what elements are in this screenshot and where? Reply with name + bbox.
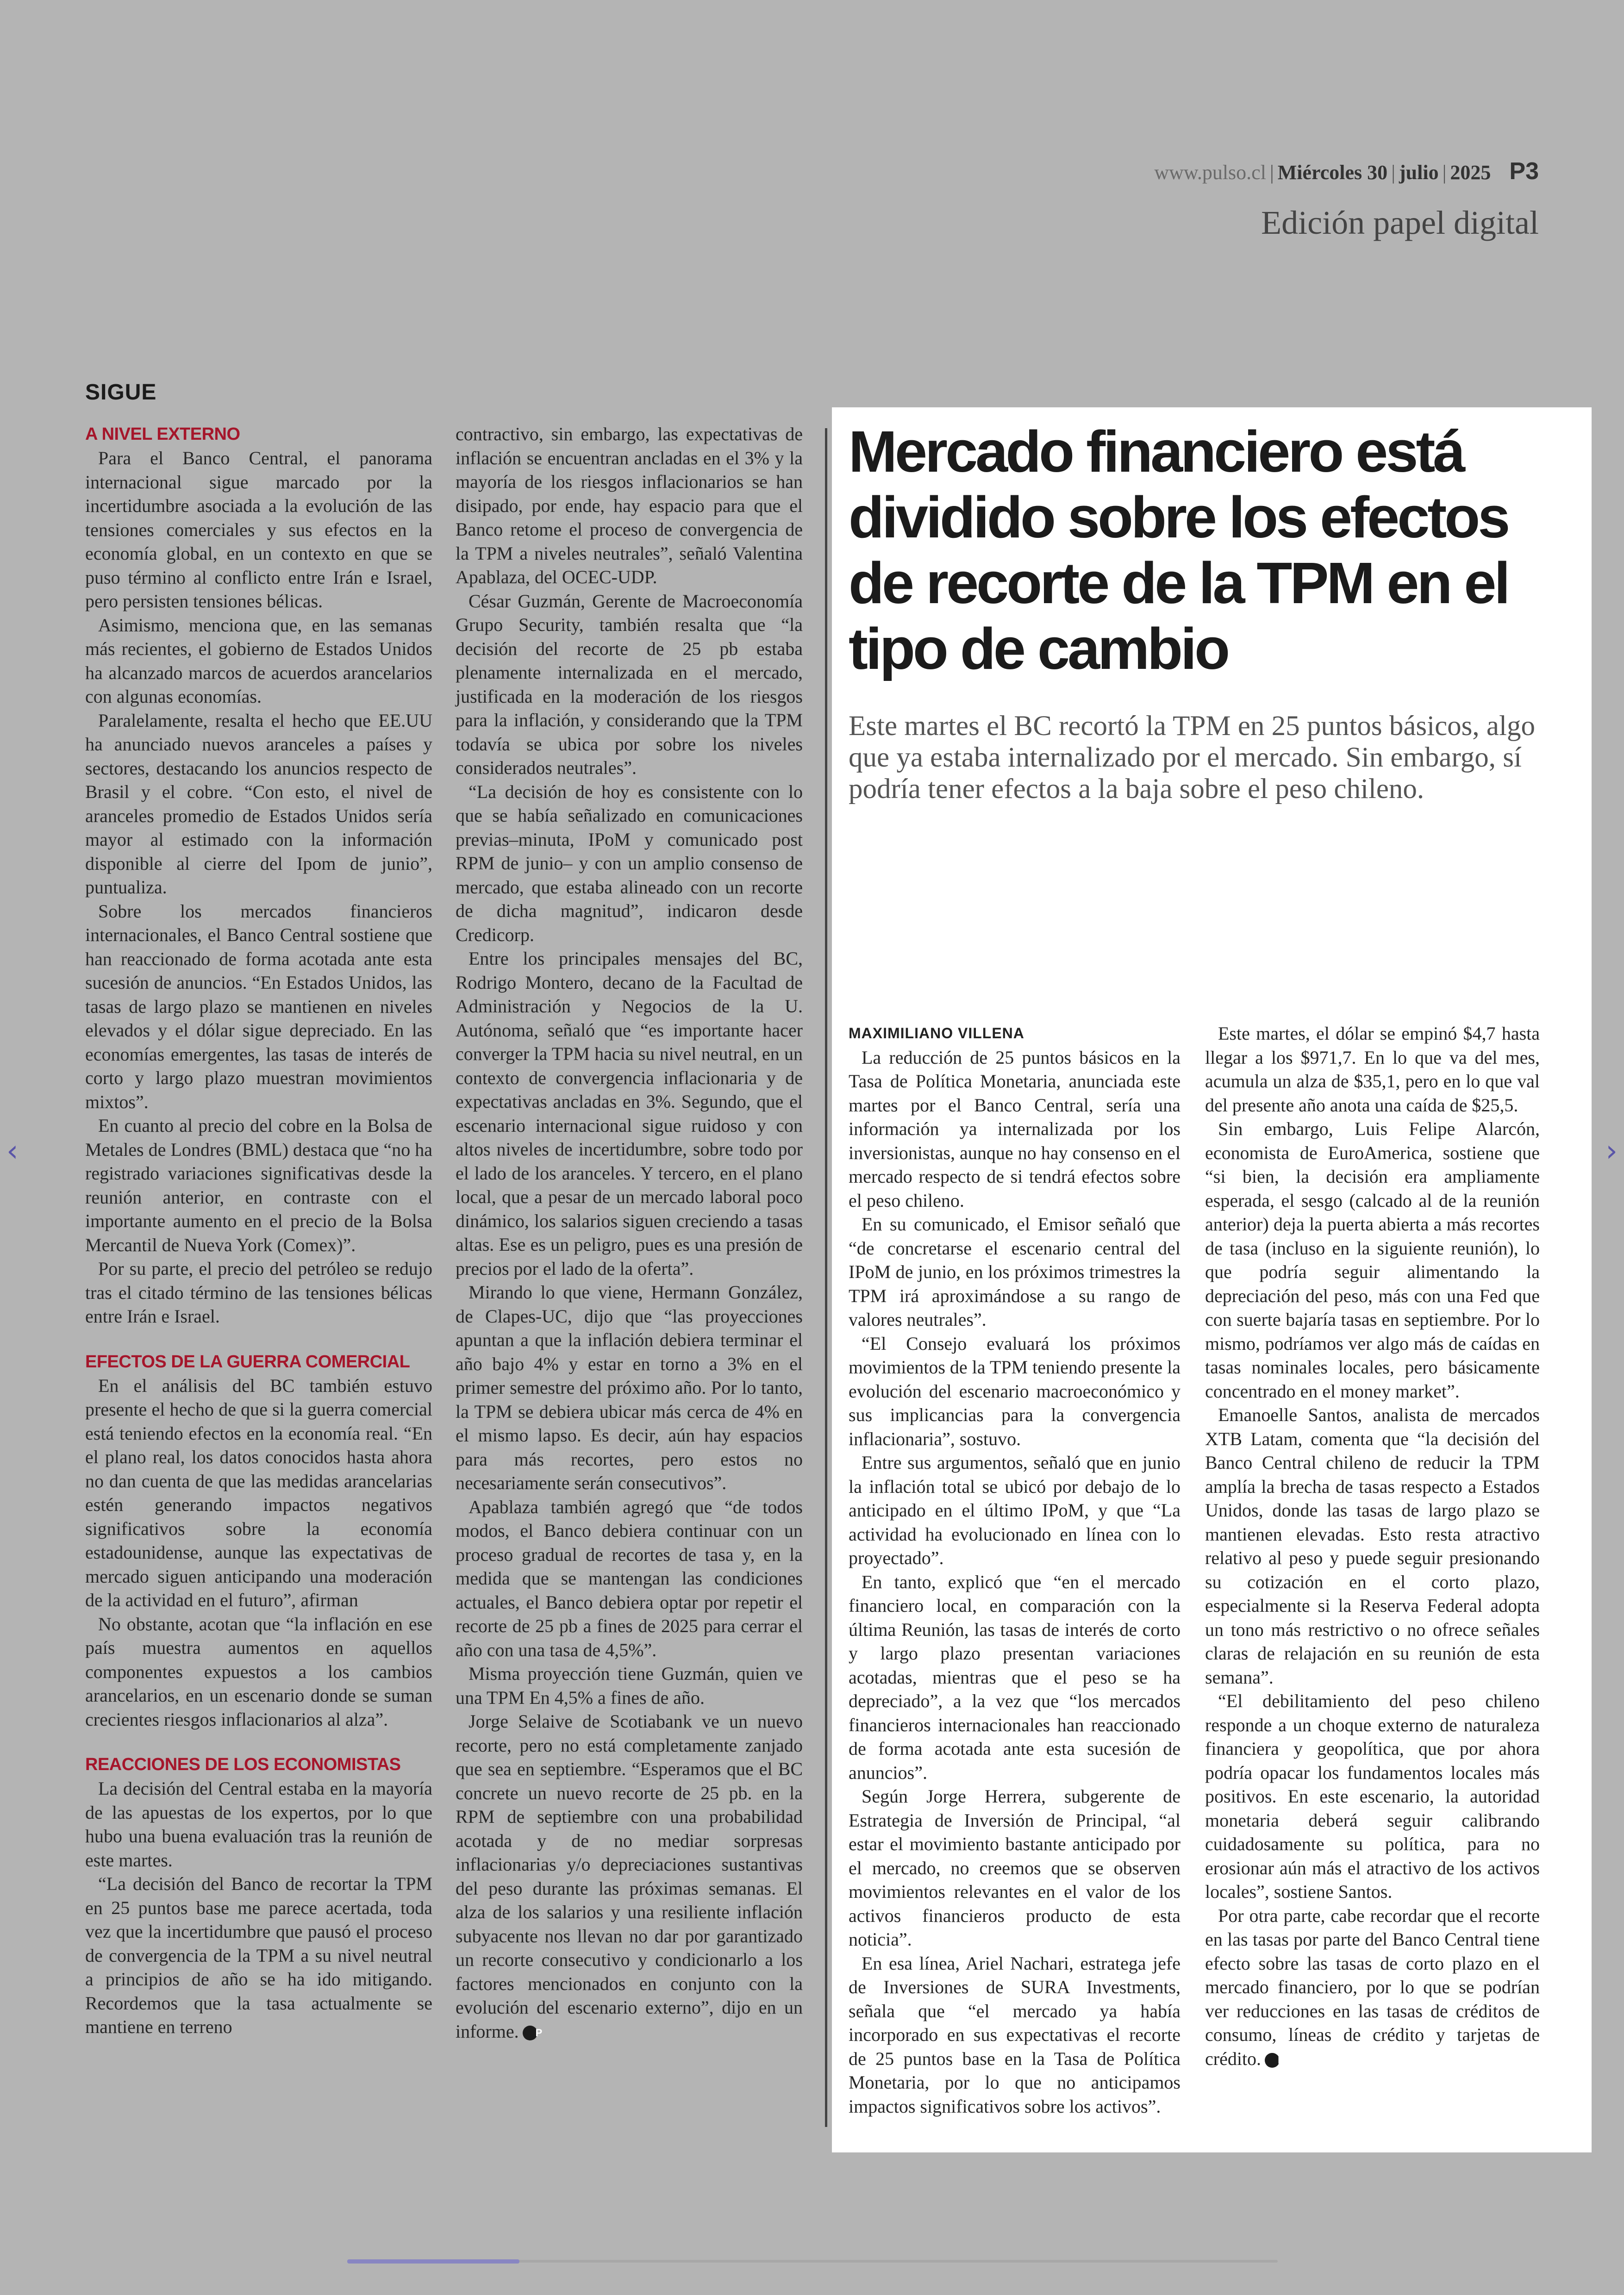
paragraph: En tanto, explicó que “en el mercado financiero local, en comparación con la última Reunión, las tasas de interés de corto y largo plazo presentan variaciones acotadas, mientras que el peso se ha depreciado”, a la vez que “los mercados financieros internacionales han reaccionado de forma acotada ante esta sucesión de anuncios”. xyxy=(849,1571,1181,1783)
paragraph: Por su parte, el precio del petróleo se redujo tras el citado término de las tensiones bélicas entre Irán e Israel. xyxy=(85,1258,432,1327)
date-month: julio xyxy=(1399,161,1439,184)
date-day: Miércoles 30 xyxy=(1277,161,1388,184)
paragraph: Sobre los mercados financieros internacionales, el Banco Central sostiene que han reaccionado de forma acotada ante esta sucesión de anuncios. “En Estados Unidos, las tasas de largo plazo se mantienen en niveles elevados y el dólar sigue depreciado. En las economías emergentes, las tasas de interés de corto y largo plazo muestran movimientos mixtos”. xyxy=(85,900,432,1112)
paragraph: Mirando lo que viene, Hermann González, de Clapes-UC, dijo que “las proyecciones apuntan a que la inflación debiera terminar el año bajo 4% y estar en torno a 3% en el primer semestre del próximo año. Por lo tanto, la TPM se debiera ubicar más cerca de 4% en el mismo lapso. Es decir, aún hay espacios para más recortes, pero estos no necesariamente serán consecutivos”. xyxy=(456,1282,803,1493)
paragraph: contractivo, sin embargo, las expectativas de inflación se encuentran ancladas en el 3% y la mayoría de los riesgos inflacionarios se han disipado, por ende, hay espacio para que el Banco retome el proceso de convergencia de la TPM a niveles neutrales”, señaló Valentina Apablaza, del OCEC-UDP. xyxy=(456,424,803,587)
subsection-heading: EFECTOS DE LA GUERRA COMERCIAL xyxy=(85,1352,410,1372)
article-author: MAXIMILIANO VILLENA xyxy=(849,1025,1024,1041)
paragraph: No obstante, acotan que “la inflación en ese país muestra aumentos en aquellos componentes expuestos a los cambios arancelarios, en un escenario donde se suman crecientes riesgos inflacionarios al alza”. xyxy=(85,1613,432,1730)
paragraph: En el análisis del BC también estuvo presente el hecho de que si la guerra comercial está teniendo efectos en la economía real. “En el plano real, los datos conocidos hasta ahora no dan cuenta de que las medidas arancelarias estén generando impactos negativos significativos sobre la economía estadounidense, aunque las expectativas de mercado siguen anticipando una moderación de la actividad en el futuro”, afirman xyxy=(85,1375,432,1610)
paragraph: Este martes, el dólar se empinó $4,7 hasta llegar a los $971,7. En lo que va del mes, acumula un alza de $35,1, pero en lo que val del presente año anota una caída de $25,5. xyxy=(1205,1023,1540,1116)
masthead: www.pulso.cl | Miércoles 30 | julio | 2025 P3 xyxy=(1154,158,1539,185)
paragraph: “La decisión del Banco de recortar la TPM en 25 puntos base me parece acertada, toda vez que la incertidumbre que pausó el proceso de convergencia de la TPM a su nivel neutral a principios de año se ha ido mitigando. Recordemos que la tasa actualmente se mantiene en terreno xyxy=(85,1873,432,2037)
end-mark-icon: P xyxy=(1265,2053,1280,2068)
section-label: SIGUE xyxy=(85,380,157,405)
page-number: P3 xyxy=(1509,158,1539,185)
paragraph: Sin embargo, Luis Felipe Alarcón, economista de EuroAmerica, sostiene que “si bien, la decisión era ampliamente esperada, el sesgo (calcado al de la reunión anterior) deja la puerta abierta a más recortes de tasa (incluso en la siguiente reunión), lo que podría seguir alimentando la depreciación del peso, más con una Fed que con suerte bajaría tasas en septiembre. Por lo mismo, podríamos ver algo más de caídas en tasas nominales locales, pero básicamente concentrado en el money market”. xyxy=(1205,1118,1540,1402)
paragraph: “El debilitamiento del peso chileno responde a un choque externo de naturaleza financiera y geopolítica, que por ahora podría opacar los fundamentos locales más positivos. En este escenario, la autoridad monetaria deberá seguir calibrando cuidadosamente su política, para no erosionar aún más el atractivo de los activos locales”, sostiene Santos. xyxy=(1205,1690,1540,1902)
article-column-2 xyxy=(1205,1022,1540,2070)
site-url[interactable]: www.pulso.cl xyxy=(1154,161,1266,184)
paragraph: En su comunicado, el Emisor señaló que “de concretarse el escenario central del IPoM de junio, en los próximos trimestres la TPM irá aproximándose a su rango de valores neutrales”. xyxy=(849,1214,1181,1330)
prev-page-icon[interactable]: ‹ xyxy=(6,1134,19,1168)
paragraph: Asimismo, menciona que, en las semanas más recientes, el gobierno de Estados Unidos ha alcanzado marcos de acuerdos arancelarios con algunas economías. xyxy=(85,614,432,707)
paragraph: En cuanto al precio del cobre en la Bolsa de Metales de Londres (BML) destaca que “no ha registrado variaciones significativas desde la reunión anterior, en contraste con el importante aumento en el precio de la Bolsa Mercantil de Nueva York (Comex)”. xyxy=(85,1115,432,1255)
article-headline: Mercado financiero está dividido sobre los efectos de recorte de la TPM en el tipo de cambio xyxy=(849,419,1508,681)
subsection-heading: REACCIONES DE LOS ECONOMISTAS xyxy=(85,1755,401,1774)
paragraph: La reducción de 25 puntos básicos en la Tasa de Política Monetaria, anunciada este martes por el Banco Central, sería una información ya internalizada por los inversionistas, aunque no hay consenso en el mercado respecto de si tendrá efectos sobre el peso chileno. xyxy=(849,1047,1181,1211)
paragraph: En esa línea, Ariel Nachari, estratega jefe de Inversiones de SURA Investments, señala que “el mercado ya había incorporado en sus expectativas el recorte de 25 puntos base en la Tasa de Política Monetaria, por lo que no anticipamos impactos significativos sobre los activos”. xyxy=(849,1952,1181,2117)
paragraph: Jorge Selaive de Scotiabank ve un nuevo recorte, pero no está completamente zanjado que sea en septiembre. “Esperamos que el BC concrete un nuevo recorte de 25 pb. en la RPM de septiembre con una probabilidad acotada y de no mediar sorpresas inflacionarias y/o depreciaciones sustantivas del peso durante las próximas semanas. El alza de los salarios y una resiliente inflación subyacente nos llevan no dar por garantizado un recorte consecutivo y condicionarlo a los factores mencionados en conjunto con la evolución del escenario externo”, dijo en un informe. P xyxy=(456,1711,803,2042)
sidebar-column-1 xyxy=(85,422,432,2039)
paragraph: Emanoelle Santos, analista de mercados XTB Latam, comenta que “la decisión del Banco Central chileno de reducir la TPM amplía la brecha de tasas respecto a Estados Unidos, donde las tasas de largo plazo se mantienen elevadas. Esto resta atractivo relativo al peso y puede seguir presionando su cotización en el corto plazo, especialmente si la Reserva Federal adopta un tono más restrictivo o no ofrece señales claras de relajación en su reunión de esta semana”. xyxy=(1205,1404,1540,1688)
column-divider xyxy=(825,428,827,2127)
paragraph: Según Jorge Herrera, subgerente de Estrategia de Inversión de Principal, “al estar el movimiento bastante anticipado por el mercado, no creemos que se observen movimientos relevantes en el valor de los activos financieros producto de esta noticia”. xyxy=(849,1786,1181,1950)
paragraph: Apablaza también agregó que “de todos modos, el Banco debiera continuar con un proceso gradual de recortes de tasa y, en la medida que se mantengan las condiciones actuales, el Banco debiera optar por repetir el recorte de 25 pb a fines de 2025 para cerrar el año con una tasa de 4,5%”. xyxy=(456,1496,803,1660)
paragraph: Entre los principales mensajes del BC, Rodrigo Montero, decano de la Facultad de Administración y Negocios de la U. Autónoma, señaló que “es importante hacer converger la TPM hacia su nivel neutral, en un contexto de convergencia inflacionaria y de expectativas ancladas en 3%. Segundo, que el escenario internacional sigue ruidoso y con altos niveles de incertidumbre, sobre todo por el lado de los aranceles. Y tercero, en el plano local, que a pesar de un mercado laboral poco dinámico, los salarios siguen creciendo a tasas altas. Ese es un peligro, pues es una presión de precios por el lado de la oferta”. xyxy=(456,948,803,1279)
end-mark-icon: P xyxy=(523,2026,537,2040)
next-page-icon[interactable]: › xyxy=(1605,1134,1618,1168)
paragraph: Para el Banco Central, el panorama internacional sigue marcado por la incertidumbre asociada a la evolución de las tensiones comerciales y sus efectos en la economía global, en un contexto en que se puso término al conflicto entre Irán e Israel, pero persisten tensiones bélicas. xyxy=(85,448,432,611)
page-scrollbar-thumb[interactable] xyxy=(347,2259,519,2264)
paragraph: Por otra parte, cabe recordar que el recorte en las tasas por parte del Banco Central tiene efecto sobre las tasas de corto plazo en el mercado financiero, por lo que se podrían ver reducciones en las tasas de créditos de consumo, líneas de crédito y tarjetas de crédito. P xyxy=(1205,1905,1540,2069)
paragraph: La decisión del Central estaba en la mayoría de las apuestas de los expertos, por lo que hubo una buena evaluación tras la reunión de este martes. xyxy=(85,1778,432,1871)
paragraph: Misma proyección tiene Guzmán, quien ve una TPM En 4,5% a fines de año. xyxy=(456,1663,803,1708)
sidebar-column-2 xyxy=(456,422,803,2043)
paragraph: “La decisión de hoy es consistente con lo que se había señalizado en comunicaciones previas–minuta, IPoM y comunicado post RPM de junio– y con un amplio consenso de mercado, que estaba alineado con un recorte de dicha magnitud”, indicaron desde Credicorp. xyxy=(456,781,803,945)
edition-label: Edición papel digital xyxy=(1261,204,1539,241)
subsection-heading: A NIVEL EXTERNO xyxy=(85,424,240,444)
paragraph: Entre sus argumentos, señaló que en junio la inflación total se ubicó por debajo de lo anticipado en el último IPoM, y que “La actividad ha evolucionado en línea con lo proyectado”. xyxy=(849,1452,1181,1568)
paragraph: “El Consejo evaluará los próximos movimientos de la TPM teniendo presente la evolución del escenario macroeconómico y sus implicancias para la convergencia inflacionaria”, sostuvo. xyxy=(849,1333,1181,1449)
paragraph: César Guzmán, Gerente de Macroeconomía Grupo Security, también resalta que “la decisión del recorte de 25 pb estaba plenamente internalizada en el mercado, justificada en la moderación de los riesgos para la inflación, y considerando que la TPM todavía se ubica por sobre los niveles considerados neutrales”. xyxy=(456,590,803,778)
paragraph: Paralelamente, resalta el hecho que EE.UU ha anunciado nuevos aranceles a países y sectores, destacando los anuncios respecto de Brasil y el cobre. “Con esto, el nivel de aranceles promedio de Estados Unidos sería mayor al estimado con la información disponible al cierre del Ipom de junio”, puntualiza. xyxy=(85,710,432,898)
article-column-1 xyxy=(849,1022,1181,2118)
article-deck: Este martes el BC recortó la TPM en 25 puntos básicos, algo que ya estaba internalizado por el mercado. Sin embargo, sí podría tener efectos a la baja sobre el peso chileno. xyxy=(849,711,1535,804)
date-year: 2025 xyxy=(1450,161,1491,184)
